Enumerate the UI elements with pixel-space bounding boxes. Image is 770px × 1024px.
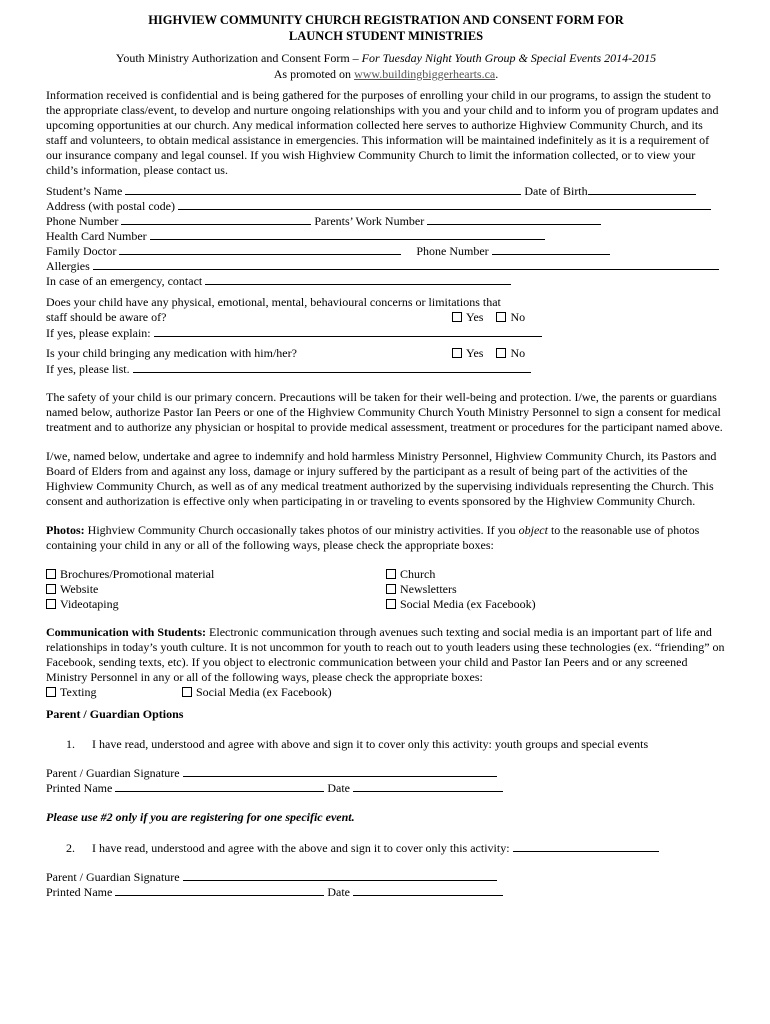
photos-label: Photos: (46, 523, 85, 537)
signature-block-1 (46, 765, 726, 795)
title-line-1: HIGHVIEW COMMUNITY CHURCH REGISTRATION AND CONSENT FORM FOR (148, 13, 624, 27)
church-checkbox[interactable] (386, 569, 396, 579)
phone-field[interactable] (121, 213, 311, 225)
student-name-label: Student’s Name (46, 184, 123, 198)
q1-no-checkbox[interactable] (496, 312, 506, 322)
videotaping-label: Videotaping (60, 597, 119, 611)
website-link[interactable]: www.buildingbiggerhearts.ca (354, 67, 496, 81)
option-2-activity-field[interactable] (513, 840, 659, 852)
photo-option-brochures[interactable] (46, 567, 386, 582)
address-label: Address (with postal code) (46, 199, 175, 213)
date1-field[interactable] (353, 780, 503, 792)
communication-options (46, 685, 726, 700)
sig1-field[interactable] (183, 765, 497, 777)
photos-paragraph (46, 523, 726, 553)
signature-block-2 (46, 869, 726, 899)
texting-label: Texting (60, 685, 97, 699)
photo-option-social[interactable] (386, 597, 726, 612)
q1-line-1: Does your child have any physical, emotional, mental, behavioural concerns or limitations that (46, 295, 501, 309)
q1-explain-label: If yes, please explain: (46, 326, 151, 340)
name2-label: Printed Name (46, 885, 113, 899)
promoted-prefix: As promoted on (273, 67, 355, 81)
sig2-label: Parent / Guardian Signature (46, 870, 180, 884)
q2-no-checkbox[interactable] (496, 348, 506, 358)
option-2-text: I have read, understood and agree with the above and sign it to cover only this activity: (92, 841, 510, 855)
photos-text-b: to the reasonable use of photos containing your child in any or all of the following ways, please check the appropriate boxes: (46, 523, 700, 552)
doctor-phone-label: Phone Number (416, 244, 489, 258)
q2-yes-no (452, 346, 535, 361)
allergies-field[interactable] (93, 258, 719, 270)
social-media-checkbox[interactable] (386, 599, 396, 609)
church-label: Church (400, 567, 436, 581)
date2-label: Date (327, 885, 350, 899)
parents-work-field[interactable] (427, 213, 601, 225)
texting-checkbox[interactable] (46, 687, 56, 697)
emergency-label: In case of an emergency, contact (46, 274, 203, 288)
health-card-field[interactable] (150, 228, 545, 240)
question-2 (46, 346, 726, 376)
family-doctor-label: Family Doctor (46, 244, 117, 258)
dob-label: Date of Birth (524, 184, 588, 198)
communication-label: Communication with Students: (46, 625, 207, 639)
q2-yes-checkbox[interactable] (452, 348, 462, 358)
subtitle-italic: For Tuesday Night Youth Group & Special Events 2014-2015 (361, 51, 657, 65)
parents-work-label: Parents’ Work Number (314, 214, 425, 228)
date1-label: Date (327, 781, 350, 795)
phone-label: Phone Number (46, 214, 119, 228)
address-field[interactable] (178, 198, 711, 210)
form-subtitle (46, 50, 726, 82)
medical-questions (46, 295, 726, 376)
newsletters-checkbox[interactable] (386, 584, 396, 594)
q1-explain-field[interactable] (154, 325, 542, 337)
website-checkbox[interactable] (46, 584, 56, 594)
photo-option-videotaping[interactable] (46, 597, 386, 612)
option-1-text: I have read, understood and agree with above and sign it to cover only this activity: youth groups and special events (92, 737, 649, 751)
subtitle-plain: Youth Ministry Authorization and Consent Form – (115, 51, 362, 65)
photos-text-italic: object (518, 523, 548, 537)
q1-line-2: staff should be aware of? (46, 310, 167, 324)
consent-form (46, 12, 726, 899)
q2-text: Is your child bringing any medication with him/her? (46, 346, 297, 360)
q1-no-label: No (510, 310, 526, 324)
option-1-number: 1. (66, 737, 75, 751)
sig1-label: Parent / Guardian Signature (46, 766, 180, 780)
photos-text-a: Highview Community Church occasionally takes photos of our ministry activities. If you (84, 523, 519, 537)
q1-yes-label: Yes (466, 310, 484, 324)
comm-option-texting[interactable] (46, 685, 97, 699)
safety-paragraph: The safety of your child is our primary concern. Precautions will be taken for their well-being and protection. I/we, the parents or guardians named below, authorize Pastor Ian Peers or one of the Highview Community Church Youth Ministry Personnel to sign a consent for medical treatment and to authorize any physician or hospital to provide medical assessment, treatment or procedures for the participant named above. (46, 390, 723, 434)
family-doctor-field[interactable] (119, 243, 401, 255)
brochures-checkbox[interactable] (46, 569, 56, 579)
communication-text: Electronic communication through avenues such texting and social media is an important part of life and relationships in today’s youth culture. It is not uncommon for youth to reach out to youth leaders using these technologies (ex. “friending” on Facebook, sending texts, etc). If you object to electronic communication between your child and Pastor Ian Peers and or any screened Ministry Personnel in any or all of the following ways, please check the appropriate boxes: (46, 625, 725, 684)
name2-field[interactable] (115, 884, 324, 896)
indemnify-paragraph: I/we, named below, undertake and agree to indemnify and hold harmless Ministry Personnel, Highview Community Church, its Pastors and Board of Elders from and against any loss, damage or injury suffered by the participant as a result of being part of the activities of the Highview Community Church, as well as of any medical treatment authorized by the supervising individuals representing the Church. This consent and authorization is effective only when participating in or traveling to events sponsored by the Highview Community Church. (46, 449, 717, 508)
option-2-number: 2. (66, 841, 75, 855)
dob-field[interactable] (588, 183, 696, 195)
health-card-label: Health Card Number (46, 229, 147, 243)
form-title (46, 12, 726, 44)
photo-options-right (386, 567, 726, 612)
comm-social-checkbox[interactable] (182, 687, 192, 697)
q2-list-label: If yes, please list. (46, 362, 130, 376)
comm-option-social[interactable] (182, 685, 332, 700)
photo-option-website[interactable] (46, 582, 386, 597)
brochures-label: Brochures/Promotional material (60, 567, 215, 581)
newsletters-label: Newsletters (400, 582, 457, 596)
q2-no-label: No (510, 346, 526, 360)
communication-paragraph (46, 625, 726, 685)
student-name-field[interactable] (125, 183, 521, 195)
promoted-suffix: . (495, 67, 499, 81)
option-2-note: Please use #2 only if you are registering for one specific event. (46, 810, 355, 824)
q2-list-field[interactable] (133, 361, 531, 373)
sig2-field[interactable] (183, 869, 497, 881)
doctor-phone-field[interactable] (492, 243, 610, 255)
name1-label: Printed Name (46, 781, 113, 795)
q2-yes-label: Yes (466, 346, 484, 360)
options-heading: Parent / Guardian Options (46, 707, 184, 721)
option-1 (46, 737, 726, 752)
emergency-field[interactable] (205, 273, 511, 285)
photo-option-newsletters[interactable] (386, 582, 726, 597)
allergies-label: Allergies (46, 259, 90, 273)
social-media-label: Social Media (ex Facebook) (400, 597, 536, 611)
website-label: Website (60, 582, 99, 596)
photo-options-left (46, 567, 386, 612)
comm-social-label: Social Media (ex Facebook) (196, 685, 332, 699)
question-1 (46, 295, 726, 340)
photo-options (46, 567, 726, 612)
name1-field[interactable] (115, 780, 324, 792)
photo-option-church[interactable] (386, 567, 726, 582)
q1-yes-checkbox[interactable] (452, 312, 462, 322)
videotaping-checkbox[interactable] (46, 599, 56, 609)
intro-paragraph: Information received is confidential and is being gathered for the purposes of enrolling your child in our programs, to assign the student to the appropriate class/event, to develop and nurture ongoing relationships with you and your child and to inform you of program updates and upcoming opportunities at our church. Any medical information collected here serves to authorize Highview Community Church, and its staff and volunteers, to obtain medical assistance in emergencies. This information will be maintained indefinitely as it is a requirement of our insurance company and legal counsel. If you wish Highview Community Church to limit the information collected, or to view your child’s information, please contact us. (46, 88, 719, 177)
option-2 (46, 840, 726, 856)
student-info-fields (46, 183, 726, 288)
q1-yes-no (452, 310, 535, 325)
date2-field[interactable] (353, 884, 503, 896)
title-line-2: LAUNCH STUDENT MINISTRIES (288, 29, 484, 43)
